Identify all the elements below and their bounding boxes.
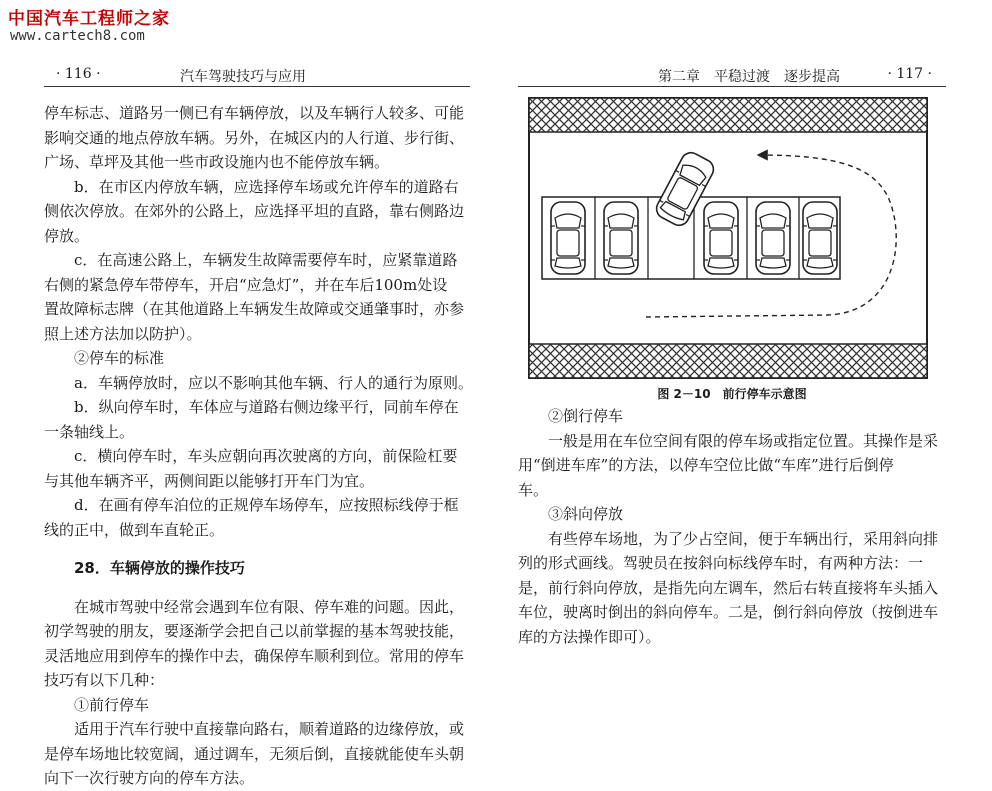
text-line: 有些停车场地，为了少占空间，便于车辆出行，采用斜向排 xyxy=(548,529,939,548)
watermark-title: 中国汽车工程师之家 xyxy=(8,9,170,29)
text-line: 是，前行斜向停放，是指先向左调车，然后右转直接将车头插入 xyxy=(518,578,939,597)
left-page-header xyxy=(44,62,470,87)
page-number-right: · 117 · xyxy=(887,66,932,82)
text-line: 是停车场地比较宽阔，通过调车，无须后倒，直接就能使车头朝 xyxy=(44,744,465,763)
text-line: 车位，驶离时倒出的斜向停车。二是，倒行斜向停放（按倒进车 xyxy=(518,603,939,621)
parking-diagram-svg xyxy=(528,97,928,379)
text-line: 用“倒进车库”的方法，以停车空位比做“车库”进行后倒停 xyxy=(518,456,894,474)
text-line: b．纵向停车时，车体应与道路右侧边缘平行，同前车停在 xyxy=(74,398,459,416)
text-line: 适用于汽车行驶中直接靠向路右，顺着道路的边缘停放，或 xyxy=(74,720,465,738)
text-line: a．车辆停放时，应以不影响其他车辆、行人的通行为原则。 xyxy=(74,373,473,392)
left-page xyxy=(44,62,473,787)
text-line: ②停车的标准 xyxy=(74,349,165,367)
text-line: 列的形式画线。驾驶员在按斜向标线停车时，有两种方法：一 xyxy=(518,554,924,572)
text-line: 初学驾驶的朋友，要逐渐学会把自己以前掌握的基本驾驶技能， xyxy=(44,622,465,640)
text-line: 照上述方法加以防护）。 xyxy=(44,324,202,343)
text-line: 一般是用在车位空间有限的停车场或指定位置。其操作是采 xyxy=(548,431,939,450)
text-line: 车。 xyxy=(518,480,549,499)
right-paragraphs xyxy=(518,404,946,649)
text-line: 广场、草坪及其他一些市政设施内也不能停放车辆。 xyxy=(44,153,390,171)
bottom-hatched-strip xyxy=(529,344,927,378)
text-line: d．在画有停车泊位的正规停车场停车，应按照标线停于框 xyxy=(74,496,459,514)
text-line: 灵活地应用到停车的操作中去，确保停车顺利到位。常用的停车 xyxy=(44,646,465,665)
right-page-header xyxy=(518,62,946,87)
running-title-right: 第二章 平稳过渡 逐步提高 xyxy=(658,69,840,85)
text-line: ③斜向停放 xyxy=(548,505,624,523)
text-line: 停车标志、道路另一侧已有车辆停放，以及车辆行人较多、可能 xyxy=(44,104,465,122)
parked-car xyxy=(704,202,738,274)
text-line: 侧依次停放。在郊外的公路上，应选择平坦的直路，靠右侧路边 xyxy=(44,202,465,220)
text-line: b．在市区内停放车辆，应选择停车场或允许停车的道路右 xyxy=(74,177,459,196)
watermark-url: www.cartech8.com xyxy=(10,28,145,44)
text-line: 向下一次行驶方向的停车方法。 xyxy=(44,769,255,787)
text-line: 影响交通的地点停放车辆。另外，在城区内的人行道、步行街、 xyxy=(44,128,465,147)
parking-diagram xyxy=(528,97,928,379)
text-line: 技巧有以下几种： xyxy=(44,671,165,689)
text-line: 库的方法操作即可）。 xyxy=(518,627,661,646)
text-line: 线的正中，做到车直轮正。 xyxy=(44,520,225,539)
text-line: c．在高速公路上，车辆发生故障需要停车时，应紧靠道路 xyxy=(74,251,458,269)
right-page xyxy=(518,62,946,768)
parked-car xyxy=(803,202,837,274)
parked-car xyxy=(551,202,585,274)
text-line: c．横向停车时，车头应朝向再次驶离的方向，前保险杠要 xyxy=(74,447,458,465)
top-hatched-strip xyxy=(529,98,927,132)
text-line: 置故障标志牌（在其他道路上车辆发生故障或交通肇事时，亦参 xyxy=(44,300,465,318)
left-paragraphs-after xyxy=(44,595,470,791)
text-line: 停放。 xyxy=(44,226,90,245)
text-line: ②倒行停车 xyxy=(548,407,624,425)
text-line: 右侧的紧急停车带停车，开启“应急灯”，并在车后100m处设 xyxy=(44,275,448,294)
left-page-body xyxy=(44,101,473,791)
text-line: 一条轴线上。 xyxy=(44,422,135,441)
parked-car xyxy=(756,202,790,274)
text-line: 与其他车辆齐平，两侧间距以能够打开车门为宜。 xyxy=(44,471,375,490)
text-line: 在城市驾驶中经常会遇到车位有限、停车难的问题。因此， xyxy=(74,597,465,616)
figure-caption: 图 2－10 前行停车示意图 xyxy=(657,387,807,401)
left-paragraphs xyxy=(44,101,473,542)
right-page-body xyxy=(518,404,946,649)
section-heading: 28．车辆停放的操作技巧 xyxy=(74,559,245,577)
page-number-left: · 116 · xyxy=(56,66,101,82)
parked-car xyxy=(604,202,638,274)
text-line: ①前行停车 xyxy=(74,695,150,714)
running-title-left: 汽车驾驶技巧与应用 xyxy=(180,69,306,85)
